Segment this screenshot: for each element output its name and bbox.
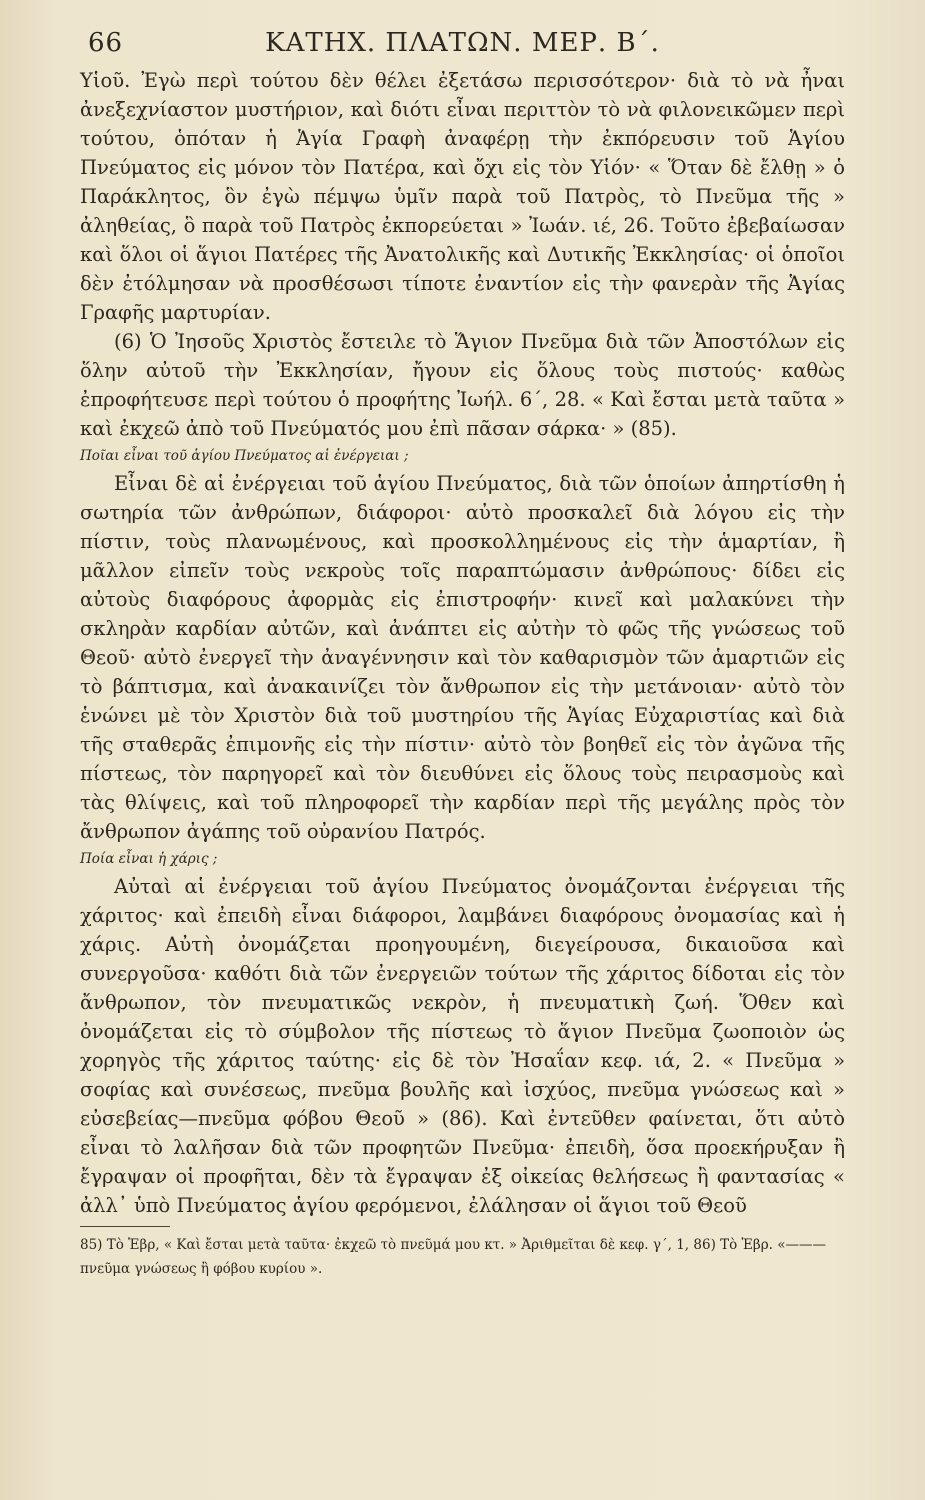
page-number: 66 <box>88 28 124 58</box>
page-header <box>80 22 845 66</box>
paragraph-3: Εἶναι δὲ αἱ ἐνέργειαι τοῦ ἁγίου Πνεύματος, διὰ τῶν ὁποίων ἀπηρτίσθη ἡ σωτηρία τῶν ἀνθρώπων, διάφοροι· αὐτὸ προσκαλεῖ διὰ λόγου εἰς τὴν πίστιν, τοὺς πλανωμένους, καὶ προσκολλημένους εἰς τὴν ἁμαρτίαν, ἢ μᾶλλον εἰπεῖν τοὺς νεκροὺς τοῖς παραπτώμασιν ἀνθρώπους· δίδει εἰς αὐτοὺς διαφόρους ἀφορμὰς εἰς ἐπιστροφήν· κινεῖ καὶ μαλακύνει τὴν σκληρὰν καρδίαν αὐτῶν, καὶ ἀνάπτει εἰς αὐτὴν τὸ φῶς τῆς γνώσεως τοῦ Θεοῦ· αὐτὸ ἐνεργεῖ τὴν ἀναγέννησιν καὶ τὸν καθαρισμὸν τῶν ἁμαρτιῶν εἰς τὸ βάπτισμα, καὶ ἀνακαινίζει τὸν ἄνθρωπον εἰς τὴν μετάνοιαν· αὐτὸ τὸν ἑνώνει μὲ τὸν Χριστὸν διὰ τοῦ μυστηρίου τῆς Ἁγίας Εὐχαριστίας καὶ διὰ τῆς σταθερᾶς ἐπιμονῆς εἰς τὴν πίστιν· αὐτὸ τὸν βοηθεῖ εἰς τὸν ἀγῶνα τῆς πίστεως, τὸν παρηγορεῖ καὶ τὸν διευθύνει εἰς ὅλους τοὺς πειρασμοὺς καὶ τὰς θλίψεις, καὶ τοῦ πληροφορεῖ τὴν καρδίαν περὶ τῆς μεγάλης πρὸς τὸν ἄνθρωπον ἀγάπης τοῦ οὐρανίου Πατρός. <box>80 472 845 843</box>
footnote-rule <box>80 1226 170 1227</box>
paragraph-2: (6) Ὁ Ἰησοῦς Χριστὸς ἔστειλε τὸ Ἅγιον Πνεῦμα διὰ τῶν Ἀποστόλων εἰς ὅλην αὐτοῦ τὴν Ἐκκλησίαν, ἤγουν εἰς ὅλους τοὺς πιστούς· καθὼς ἐπροφήτευσε περὶ τούτου ὁ προφήτης Ἰωήλ. 6΄, 28. « Καὶ ἔσται μετὰ ταῦτα » καὶ ἐκχεῶ ἀπὸ τοῦ Πνεύματός μου ἐπὶ πᾶσαν σάρκα· » (85). <box>80 330 845 440</box>
question-heading-2: Ποία εἶναι ἡ χάρις ; <box>80 851 218 867</box>
footnote-text: 85) Τὸ Ἑβρ, « Καὶ ἔσται μετὰ ταῦτα· ἐκχεῶ τὸ πνεῦμά μου κτ. » Ἀριθμεῖται δὲ κεφ. γ΄, 1, 86) Τὸ Ἑβρ. «———πνεῦμα γνώσεως ἢ φόβου κυρίου ». <box>80 1237 826 1277</box>
footnotes <box>80 1233 845 1281</box>
question-heading-1: Ποῖαι εἶναι τοῦ ἁγίου Πνεύματος αἱ ἐνέργειαι ; <box>80 448 409 464</box>
running-head: ΚΑΤΗΧ. ΠΛΑΤΩΝ. ΜΕΡ. Β΄. <box>265 28 660 58</box>
paragraph-4: Αὐταὶ αἱ ἐνέργειαι τοῦ ἁγίου Πνεύματος ὀνομάζονται ἐνέργειαι τῆς χάριτος· καὶ ἐπειδὴ εἶναι διάφοροι, λαμβάνει διαφόρους ὀνομασίας καὶ ἡ χάρις. Αὐτὴ ὀνομάζεται προηγουμένη, διεγείρουσα, δικαιοῦσα καὶ συνεργοῦσα· καθότι διὰ τῶν ἐνεργειῶν τούτων τῆς χάριτος δίδοται εἰς τὸν ἄνθρωπον, τὸν πνευματικῶς νεκρὸν, ἡ πνευματικὴ ζωή. Ὅθεν καὶ ὀνομάζεται εἰς τὸ σύμβολον τῆς πίστεως τὸ ἅγιον Πνεῦμα ζωοποιὸν ὡς χορηγὸς τῆς χάριτος ταύτης· εἰς δὲ τὸν Ἠσαΐαν κεφ. ιά, 2. « Πνεῦμα » σοφίας καὶ συνέσεως, πνεῦμα βουλῆς καὶ ἰσχύος, πνεῦμα γνώσεως καὶ » εὐσεβείας—πνεῦμα φόβου Θεοῦ » (86). Καὶ ἐντεῦθεν φαίνεται, ὅτι αὐτὸ εἶναι τὸ λαλῆσαν διὰ τῶν προφητῶν Πνεῦμα· ἐπειδὴ, ὅσα προεκήρυξαν ἢ ἔγραψαν οἱ προφῆται, δὲν τὰ ἔγραψαν ἐξ οἰκείας θελήσεως ἢ φαντασίας « ἀλλ᾽ ὑπὸ Πνεύματος ἁγίου φερόμενοι, ἐλάλησαν οἱ ἅγιοι τοῦ Θεοῦ <box>80 875 845 1217</box>
body-text <box>80 66 845 1220</box>
paragraph-1: Υἱοῦ. Ἐγὼ περὶ τούτου δὲν θέλει ἐξετάσω περισσότερον· διὰ τὸ νὰ ἦναι ἀνεξεχνίαστον μυστήριον, καὶ διότι εἶναι περιττὸν τὸ νὰ φιλονεικῶμεν περὶ τούτου, ὁπόταν ἡ Ἁγία Γραφὴ ἀναφέρῃ τὴν ἐκπόρευσιν τοῦ Ἁγίου Πνεύματος εἰς μόνον τὸν Πατέρα, καὶ ὄχι εἰς τὸν Υἱόν· « Ὅταν δὲ ἔλθῃ » ὁ Παράκλητος, ὃν ἐγὼ πέμψω ὑμῖν παρὰ τοῦ Πατρὸς, τὸ Πνεῦμα τῆς » ἀληθείας, ὃ παρὰ τοῦ Πατρὸς ἐκπορεύεται » Ἰωάν. ιέ, 26. Τοῦτο ἐβεβαίωσαν καὶ ὅλοι οἱ ἅγιοι Πατέρες τῆς Ἀνατολικῆς καὶ Δυτικῆς Ἐκκλησίας· οἱ ὁποῖοι δὲν ἐτόλμησαν νὰ προσθέσωσι τίποτε ἐναντίον εἰς τὴν φανερὰν τῆς Ἁγίας Γραφῆς μαρτυρίαν. <box>80 69 845 324</box>
